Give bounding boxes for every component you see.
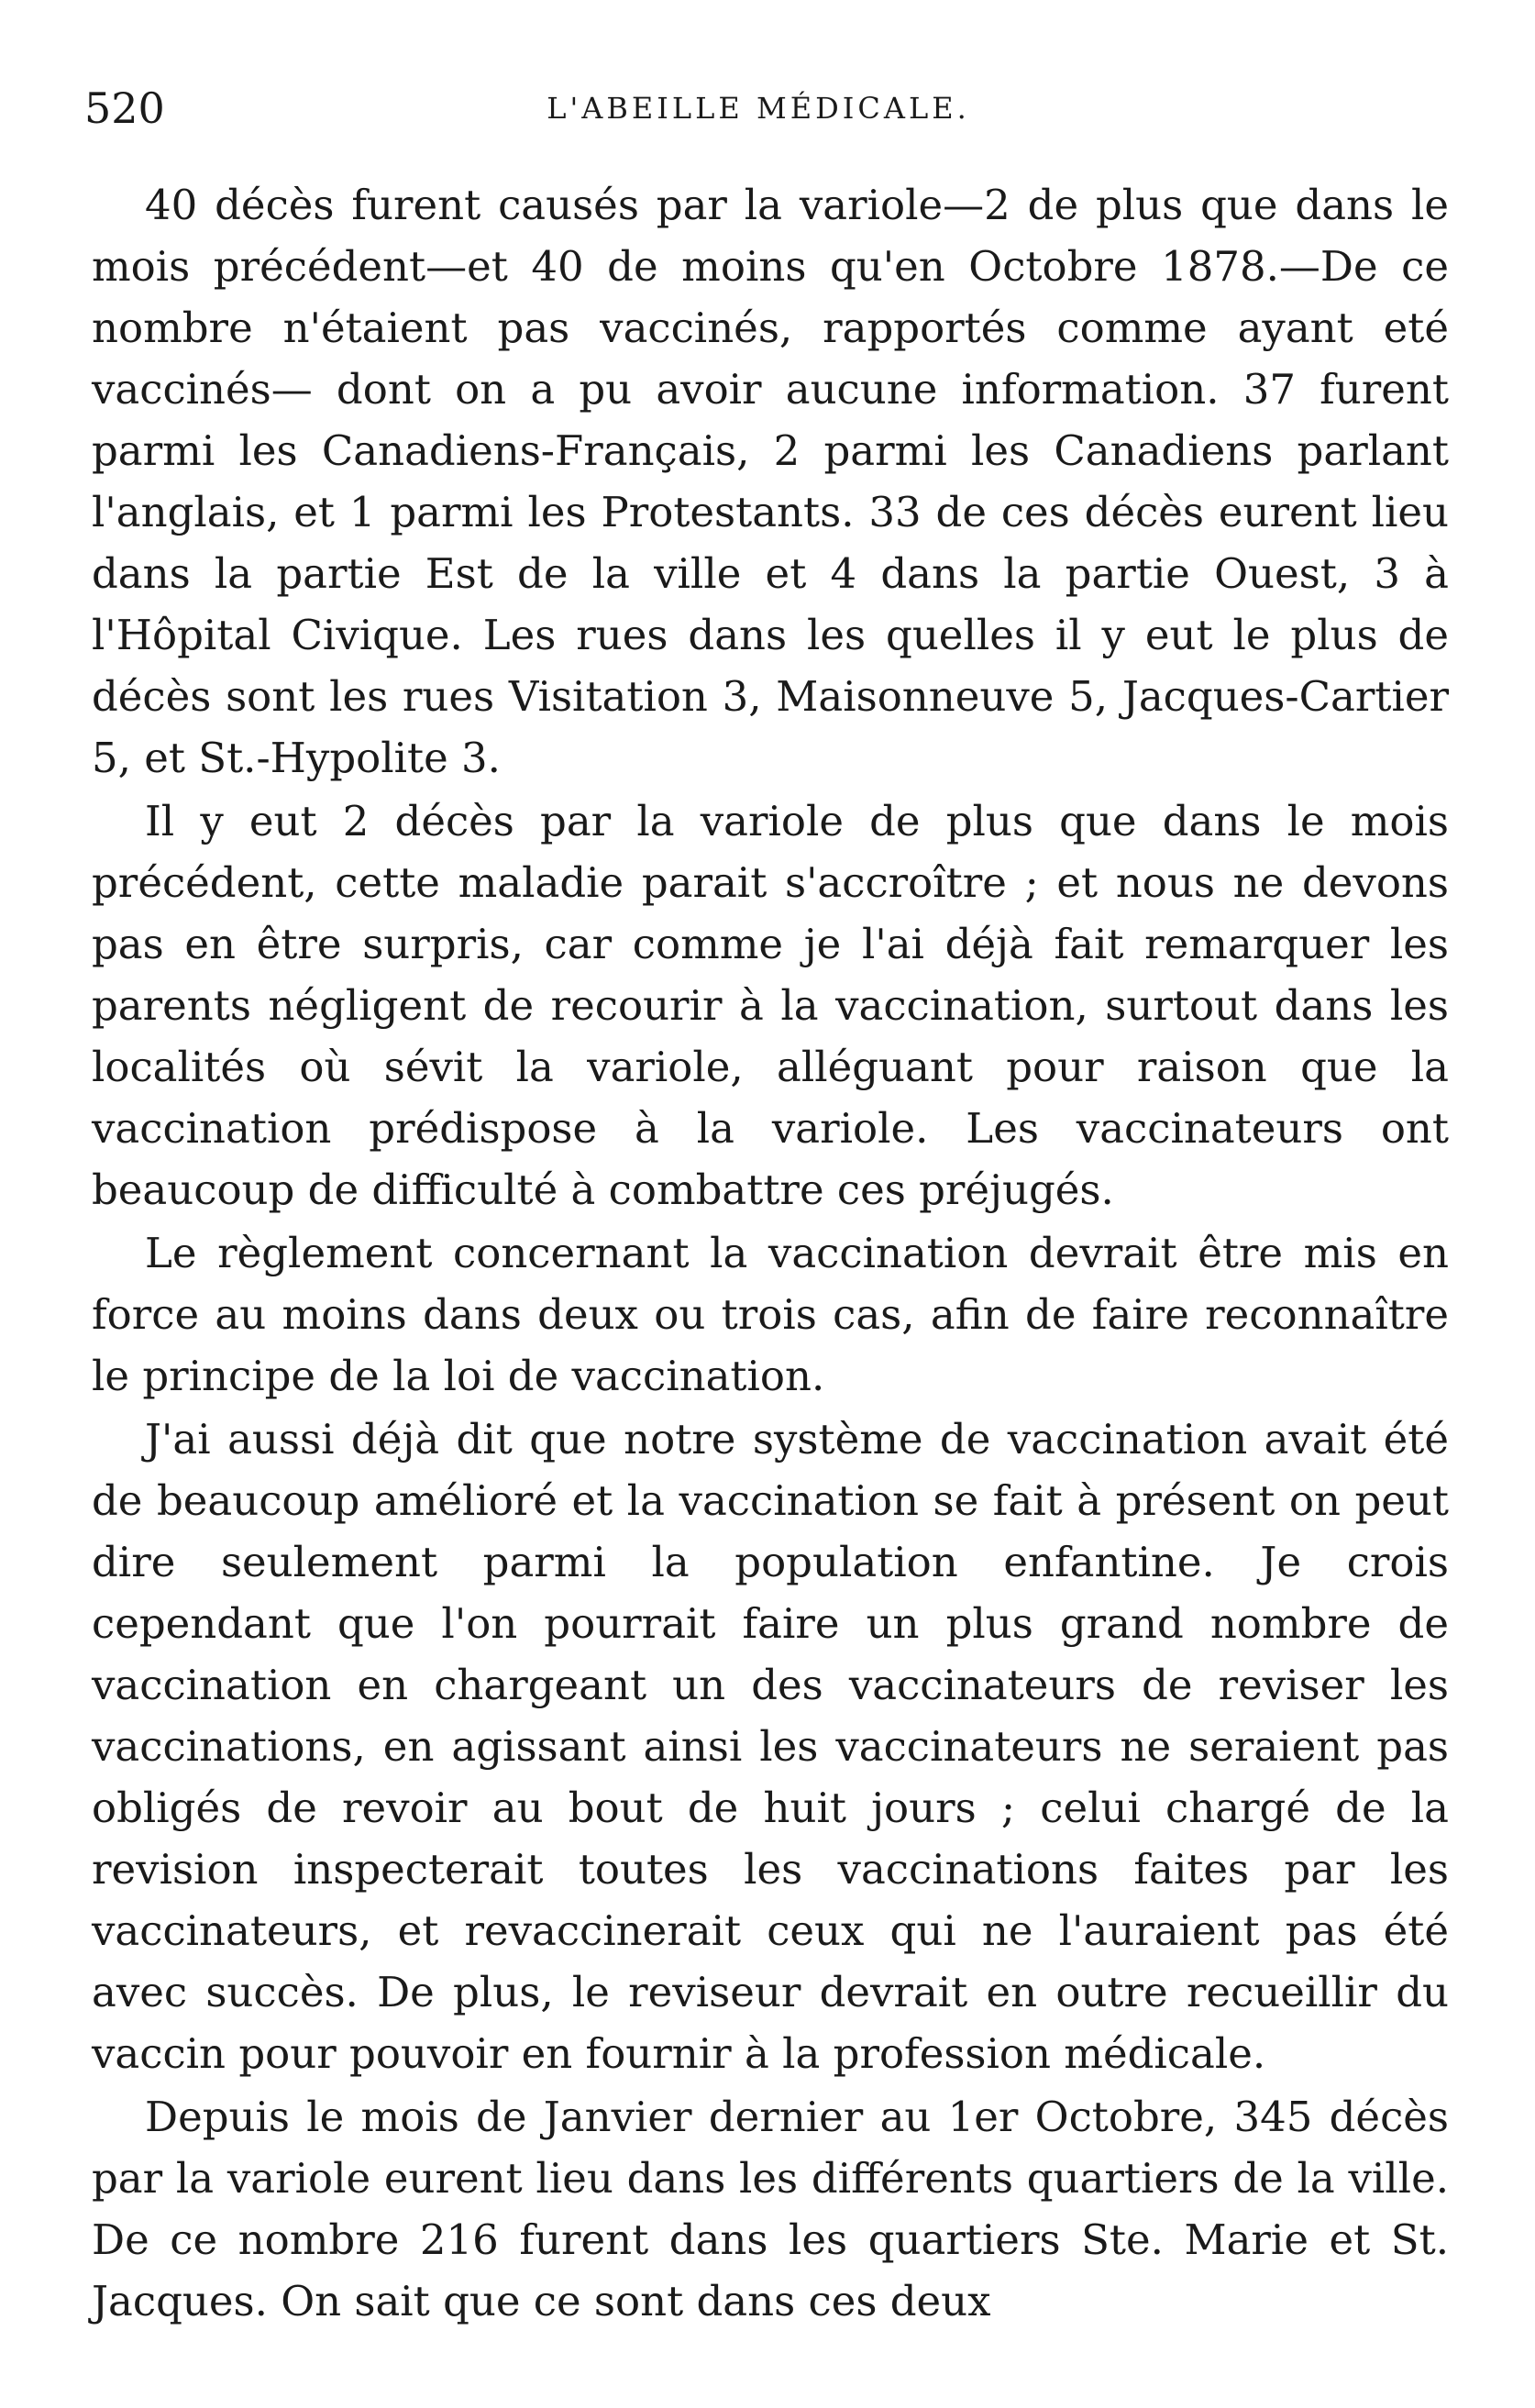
- paragraph-vaccination-system: J'ai aussi déjà dit que notre système de vaccination avait été de beaucoup amélioré et la vaccination se fait à présent on peut dire seulement parmi la population enfantine. Je crois cependant que l'on pourrait faire un plus grand nombre de vaccination en chargeant un des vaccinateurs de reviser les vaccinations, en agissant ainsi les vaccinateurs ne seraient pas obligés de revoir au bout de huit jours ; celui chargé de la revision inspecterait toutes les vaccinations faites par les vaccinateurs, et revaccinerait ceux qui ne l'auraient pas été avec succès. De plus, le reviseur devrait en outre recueillir du vaccin pour pouvoir en fournir à la profession médicale.: [92, 1415, 1449, 2078]
- journal-title: L'ABEILLE MÉDICALE.: [547, 91, 970, 126]
- paragraph-smallpox-deaths: 40 décès furent causés par la variole—2 de plus que dans le mois précédent—et 40 de moins qu'en Octobre 1878.—De ce nombre n'étaient pas vaccinés, rapportés comme ayant eté vaccinés— dont on a pu avoir aucune information. 37 furent parmi les Canadiens-Français, 2 parmi les Canadiens parlant l'anglais, et 1 parmi les Protestants. 33 de ces décès eurent lieu dans la partie Est de la ville et 4 dans la partie Ouest, 3 à l'Hôpital Civique. Les rues dans les quelles il y eut le plus de décès sont les rues Visitation 3, Maisonneuve 5, Jacques-Cartier 5, et St.-Hypolite 3.: [92, 181, 1449, 782]
- running-head: [84, 81, 1432, 136]
- paragraph-increase-variole: Il y eut 2 décès par la variole de plus que dans le mois précédent, cette maladie parait s'accroître ; et nous ne devons pas en être surpris, car comme je l'ai déjà fait remarquer les parents négligent de recourir à la vaccination, surtout dans les localités où sévit la variole, alléguant pour raison que la vaccination prédispose à la variole. Les vaccinateurs ont beaucoup de difficulté à combattre ces préjugés.: [92, 797, 1449, 1214]
- page-number: 520: [84, 83, 165, 133]
- paragraph-since-january: Depuis le mois de Janvier dernier au 1er Octobre, 345 décès par la variole eurent lieu dans les différents quartiers de la ville. De ce nombre 216 furent dans les quartiers Ste. Marie et St. Jacques. On sait que ce sont dans ces deux: [92, 2093, 1449, 2325]
- paragraph-reglement: Le règlement concernant la vaccination devrait être mis en force au moins dans deux ou trois cas, afin de faire reconnaître le principe de la loi de vaccination.: [92, 1229, 1449, 1400]
- body-text: [92, 174, 1449, 2332]
